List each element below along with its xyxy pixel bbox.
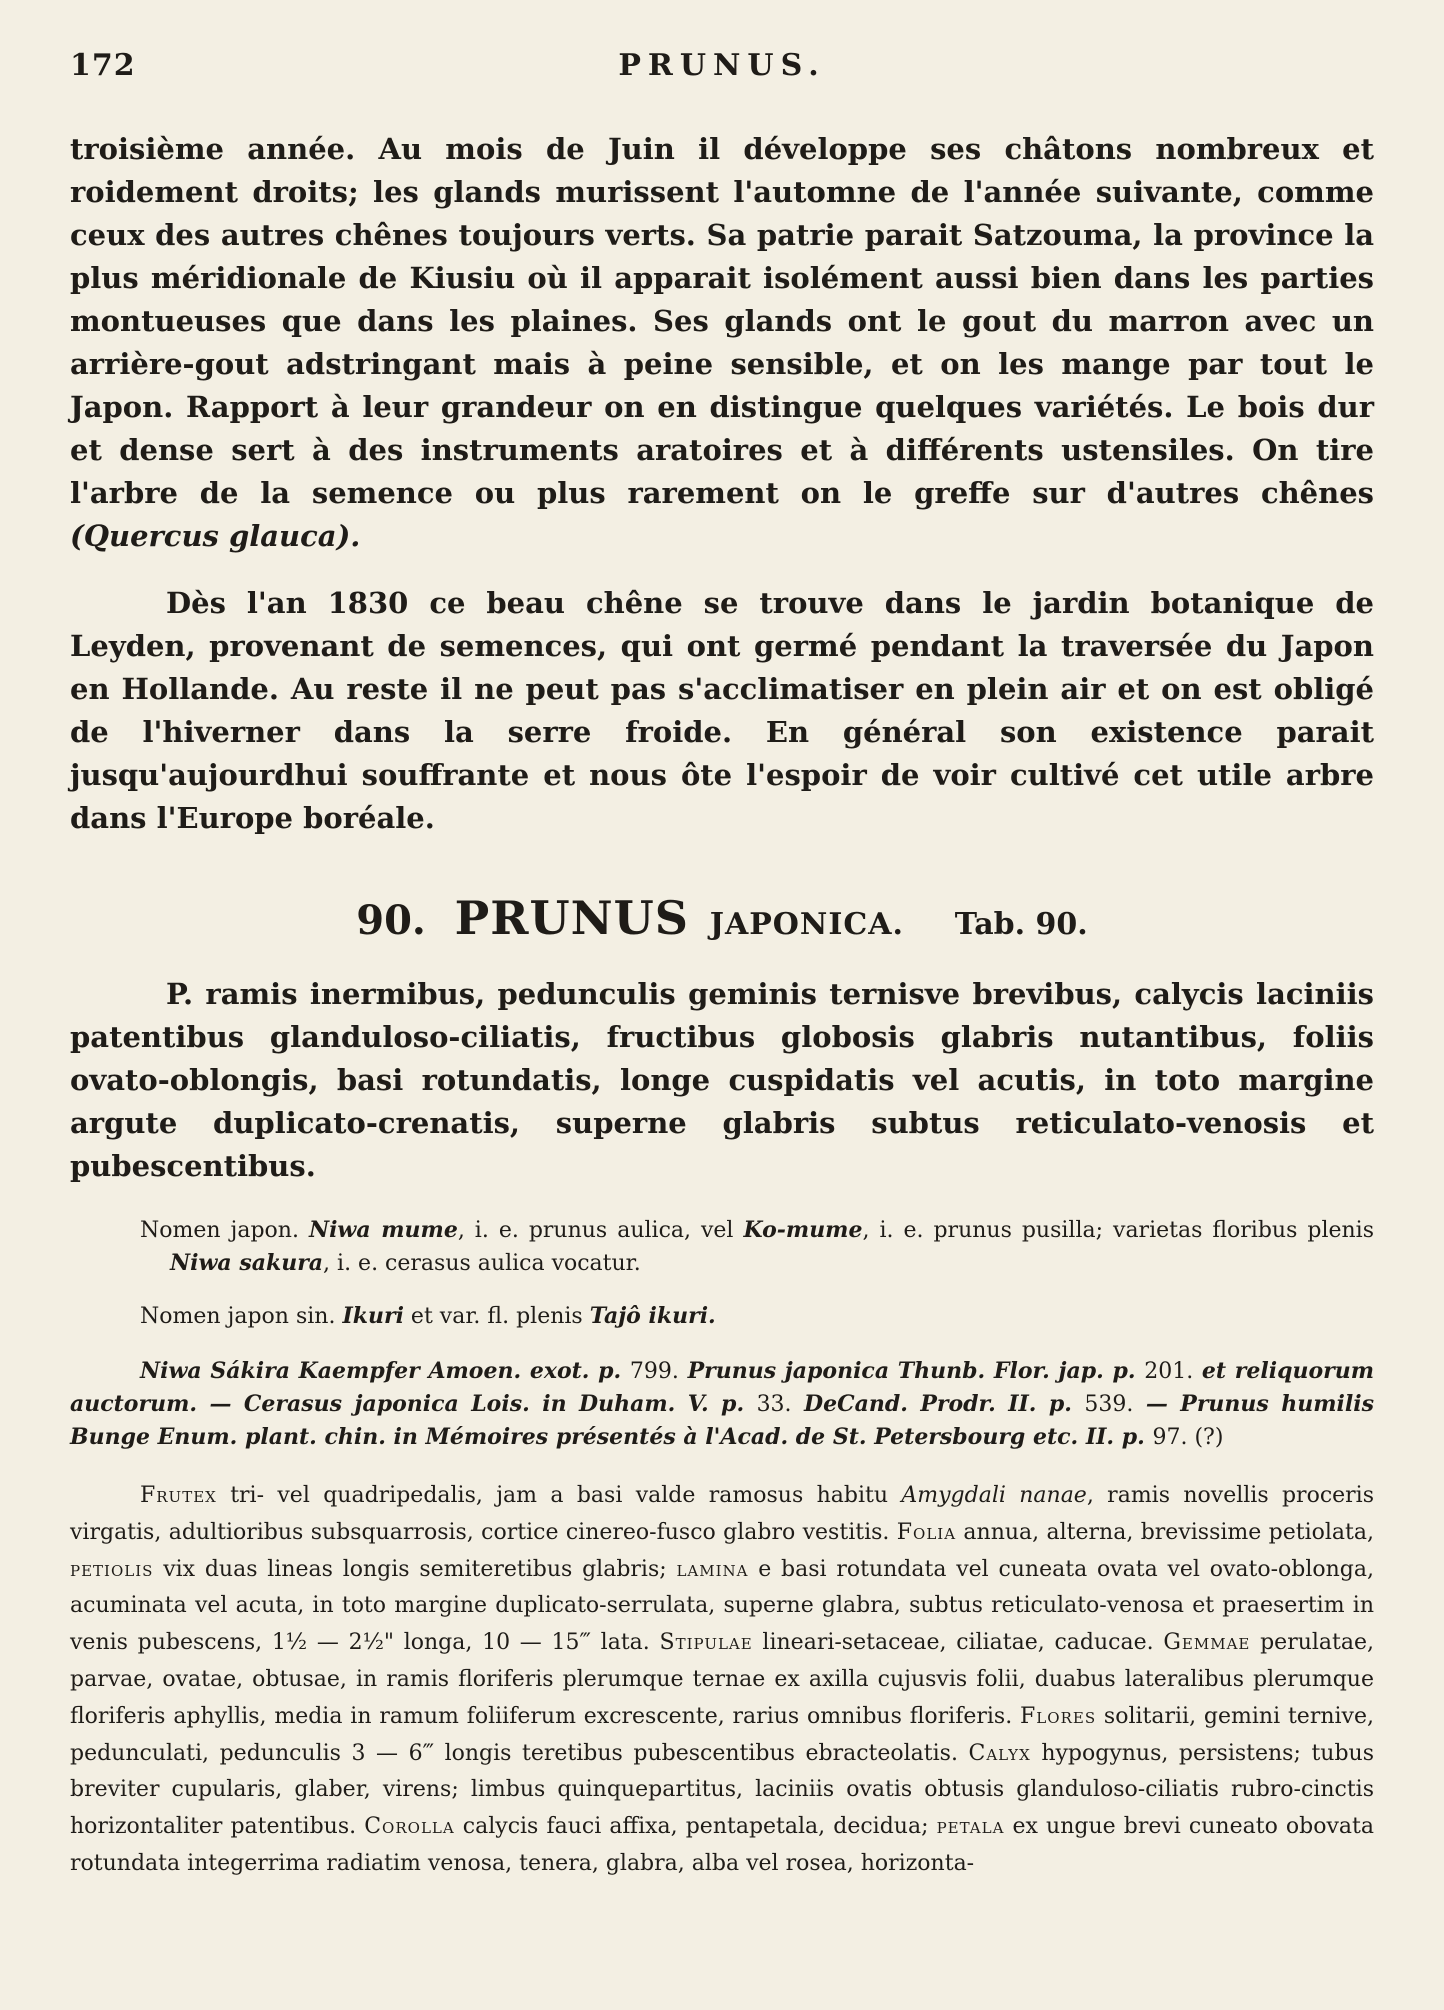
- species-heading: [70, 890, 1374, 953]
- species-genus: PRUNUS: [454, 891, 689, 945]
- diagnosis-paragraph: P. ramis inermibus, pedunculis geminis ternisve brevibus, calycis laciniis patentibus glanduloso-ciliatis, fructibus globosis glabris nutantibus, foliis ovato-oblongis, basi rotundatis, longe cuspidatis vel acutis, in toto margine argute duplicato-crenatis, superne glabris subtus reticulato-venosis et pubescentibus.: [70, 977, 1374, 1183]
- page-header: [70, 40, 1374, 90]
- japanese-name-paragraph: Nomen japon. Niwa mume, i. e. prunus aulica, vel Ko-mume, i. e. prunus pusilla; varietas floribus plenis Niwa sakura, i. e. cerasus aulica vocatur.: [140, 1217, 1375, 1276]
- plate-reference: Tab. 90.: [954, 907, 1088, 942]
- description-paragraph: Frutex tri- vel quadripedalis, jam a basi valde ramosus habitu Amygdali nanae, ramis novellis proceris virgatis, adultioribus subsquarrosis, cortice cinereo-fusco glabro vestitis. Folia annua, alterna, brevissime petiolata, petiolis vix duas lineas longis semiteretibus glabris; lamina e basi rotundata vel cuneata ovata vel ovato-oblonga, acuminata vel acuta, in toto margine duplicato-serrulata, superne glabra, subtus reticulato-venosa et praesertim in venis pubescens, 1½ — 2½" longa, 10 — 15‴ lata. Stipulae lineari-setaceae, ciliatae, caducae. Gemmae perulatae, parvae, ovatae, obtusae, in ramis floriferis plerumque ternae ex axilla cujusvis folii, duabus lateralibus plerumque floriferis aphyllis, media in ramum foliiferum excrescente, rarius omnibus floriferis. Flores solitarii, gemini ternive, pedunculati, pedunculis 3 — 6‴ longis teretibus pubescentibus ebracteolatis. Calyx hypogynus, persistens; tubus breviter cupularis, glaber, virens; limbus quinquepartitus, laciniis ovatis obtusis glanduloso-ciliatis rubro-cinctis horizontaliter patentibus. Corolla calycis fauci affixa, pentapetala, decidua; petala ex ungue brevi cuneato obovata rotundata integerrima radiatim venosa, tenera, glabra, alba vel rosea, horizonta-: [70, 1483, 1375, 1876]
- page-body: [70, 128, 1374, 1883]
- cultivation-paragraph: Dès l'an 1830 ce beau chêne se trouve dans le jardin botanique de Leyden, provenant de semences, qui ont germé pendant la traversée du Japon en Hollande. Au reste il ne peut pas s'acclimatiser en plein air et on est obligé de l'hiverner dans la serre froide. En général son existence parait jusqu'aujourdhui souffrante et nous ôte l'espoir de voir cultivé cet utile arbre dans l'Europe boréale.: [70, 586, 1374, 835]
- synonymy-paragraph: Niwa Sákira Kaempfer Amoen. exot. p. 799. Prunus japonica Thunb. Flor. jap. p. 201. et reliquorum auctorum. — Cerasus japonica Lois. in Duham. V. p. 33. DeCand. Prodr. II. p. 539. — Prunus humilis Bunge Enum. plant. chin. in Mémoires présentés à l'Acad. de St. Petersbourg etc. II. p. 97. (?): [70, 1358, 1374, 1450]
- running-title: PRUNUS.: [618, 48, 826, 83]
- continuation-text: troisième année. Au mois de Juin il développe ses châtons nombreux et roidement droits; les glands murissent l'automne de l'année suivante, comme ceux des autres chênes toujours verts. Sa patrie parait Satzouma, la province la plus méridionale de Kiusiu où il apparait isolément aussi bien dans les parties montueuses que dans les plaines. Ses glands ont le gout du marron avec un arrière-gout adstringant mais à peine sensible, et on les mange par tout le Japon. Rapport à leur grandeur on en distingue quelques variétés. Le bois dur et dense sert à des instruments aratoires et à différents ustensiles. On tire l'arbre de la semence ou plus rarement on le greffe sur d'autres chênes: [70, 132, 1374, 510]
- japanese-sinico-name-paragraph: Nomen japon sin. Ikuri et var. fl. plenis Tajô ikuri.: [140, 1303, 716, 1329]
- continuation-paragraph: [70, 128, 1374, 558]
- page-number: 172: [70, 48, 136, 83]
- species-epithet: JAPONICA.: [709, 907, 904, 942]
- species-number: 90.: [356, 897, 426, 944]
- continuation-italic: (Quercus glauca).: [70, 519, 361, 553]
